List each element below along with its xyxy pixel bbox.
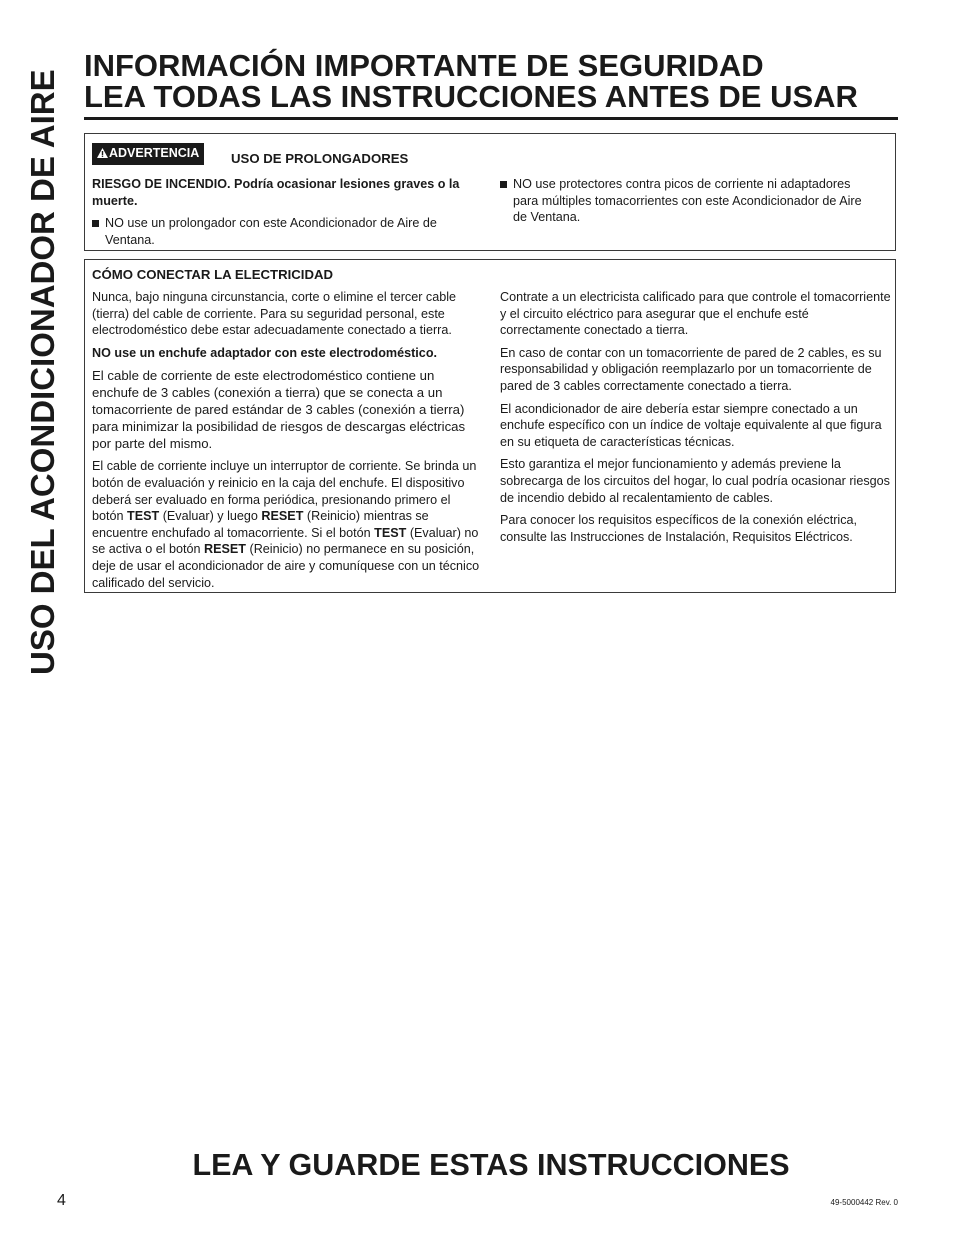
paragraph-ground-wire: Nunca, bajo ninguna circunstancia, corte o elimine el tercer cable (tierra) del cable de corriente. Para su seguridad personal, este electrodoméstico debe estar adecuadamente conectado a tierra. (92, 290, 457, 338)
test-button-label: TEST (374, 525, 407, 540)
title-line-2: LEA TODAS LAS INSTRUCCIONES ANTES DE USAR (84, 79, 858, 114)
warning-badge-label: ADVERTENCIA (109, 146, 200, 160)
reset-button-label: RESET (261, 509, 304, 524)
paragraph-circuit-overload: Esto garantiza el mejor funcionamiento y además previene la sobrecarga de los circuitos del hogar, lo cual podría ocasionar riesgos de incendio debido al recalentamiento de cables. (500, 457, 890, 505)
warning-badge (92, 143, 204, 165)
paragraph-dedicated-outlet: El acondicionador de aire debería estar siempre conectado a un enchufe específico con un índice de voltaje equivalente al que figura en su etiqueta de características técnicas. (500, 401, 882, 449)
footer-title: LEA Y GUARDE ESTAS INSTRUCCIONES (192, 1148, 790, 1182)
bullet-no-surge-protector: NO use protectores contra picos de corriente ni adaptadores para múltiples tomacorrientes con este Acondicionador de Aire de Ventana. (500, 176, 870, 226)
electrical-right-column (500, 289, 892, 551)
electrical-connection-box (84, 259, 896, 593)
paragraph-test-reset: El cable de corriente incluye un interruptor de corriente. Se brinda un botón de evaluación y reinicio en la caja del enchufe. El dispositivo deberá ser evaluado en forma periódica, presionando primero el botón TEST (Evaluar) y luego RESET (Reinicio) mientras se encuentre enchufado al tomacorriente. Si el botón TEST (Evaluar) no se activa o el botón RESET (Reinicio) no permanece en su posición, deje de usar el acondicionador de aire y comuníquese con un técnico calificado del servicio. (92, 459, 480, 590)
paragraph-hire-electrician: Contrate a un electricista calificado para que controle el tomacorriente y el circuito eléctrico para asegurar que el enchufe esté correctamente conectado a tierra. (500, 290, 891, 338)
electrical-left-column (92, 289, 484, 597)
warning-right-column (500, 176, 870, 226)
page-number: 4 (57, 1192, 66, 1209)
side-section-label: USO DEL ACONDICIONADOR DE AIRE (24, 69, 61, 675)
paragraph-two-prong-outlet: En caso de contar con un tomacorriente de pared de 2 cables, es su responsabilidad y obligación reemplazarlo por un tomacorriente de pared de 3 cables correctamente conectado a tierra. (500, 345, 882, 393)
warning-left-column (92, 176, 480, 248)
reset-button-label: RESET (204, 542, 247, 557)
page-title (84, 50, 898, 112)
extension-cord-warning-box (84, 133, 896, 251)
paragraph-no-adapter: NO use un enchufe adaptador con este electrodoméstico. (92, 345, 438, 360)
fire-risk-statement: RIESGO DE INCENDIO. Podría ocasionar lesiones graves o la muerte. (92, 177, 460, 208)
document-number: 49-5000442 Rev. 0 (830, 1198, 898, 1207)
electrical-heading: CÓMO CONECTAR LA ELECTRICIDAD (92, 267, 334, 282)
paragraph-installation-reference: Para conocer los requisitos específicos de la conexión eléctrica, consulte las Instrucciones de Instalación, Requisitos Eléctricos. (500, 513, 858, 544)
title-line-1: INFORMACIÓN IMPORTANTE DE SEGURIDAD (84, 48, 764, 83)
bullet-no-extension-cord: NO use un prolongador con este Acondicionador de Aire de Ventana. (92, 215, 480, 248)
title-divider (84, 117, 898, 120)
test-button-label: TEST (127, 509, 160, 524)
warning-triangle-icon (97, 148, 108, 158)
paragraph-three-prong-plug: El cable de corriente de este electrodoméstico contiene un enchufe de 3 cables (conexión a tierra) que se conecta a un tomacorriente de pared estándar de 3 cables (conexión a tierra) para minimizar la posibilidad de riesgos de descargas eléctricas por parte del mismo. (92, 368, 466, 452)
warning-heading: USO DE PROLONGADORES (231, 151, 409, 166)
